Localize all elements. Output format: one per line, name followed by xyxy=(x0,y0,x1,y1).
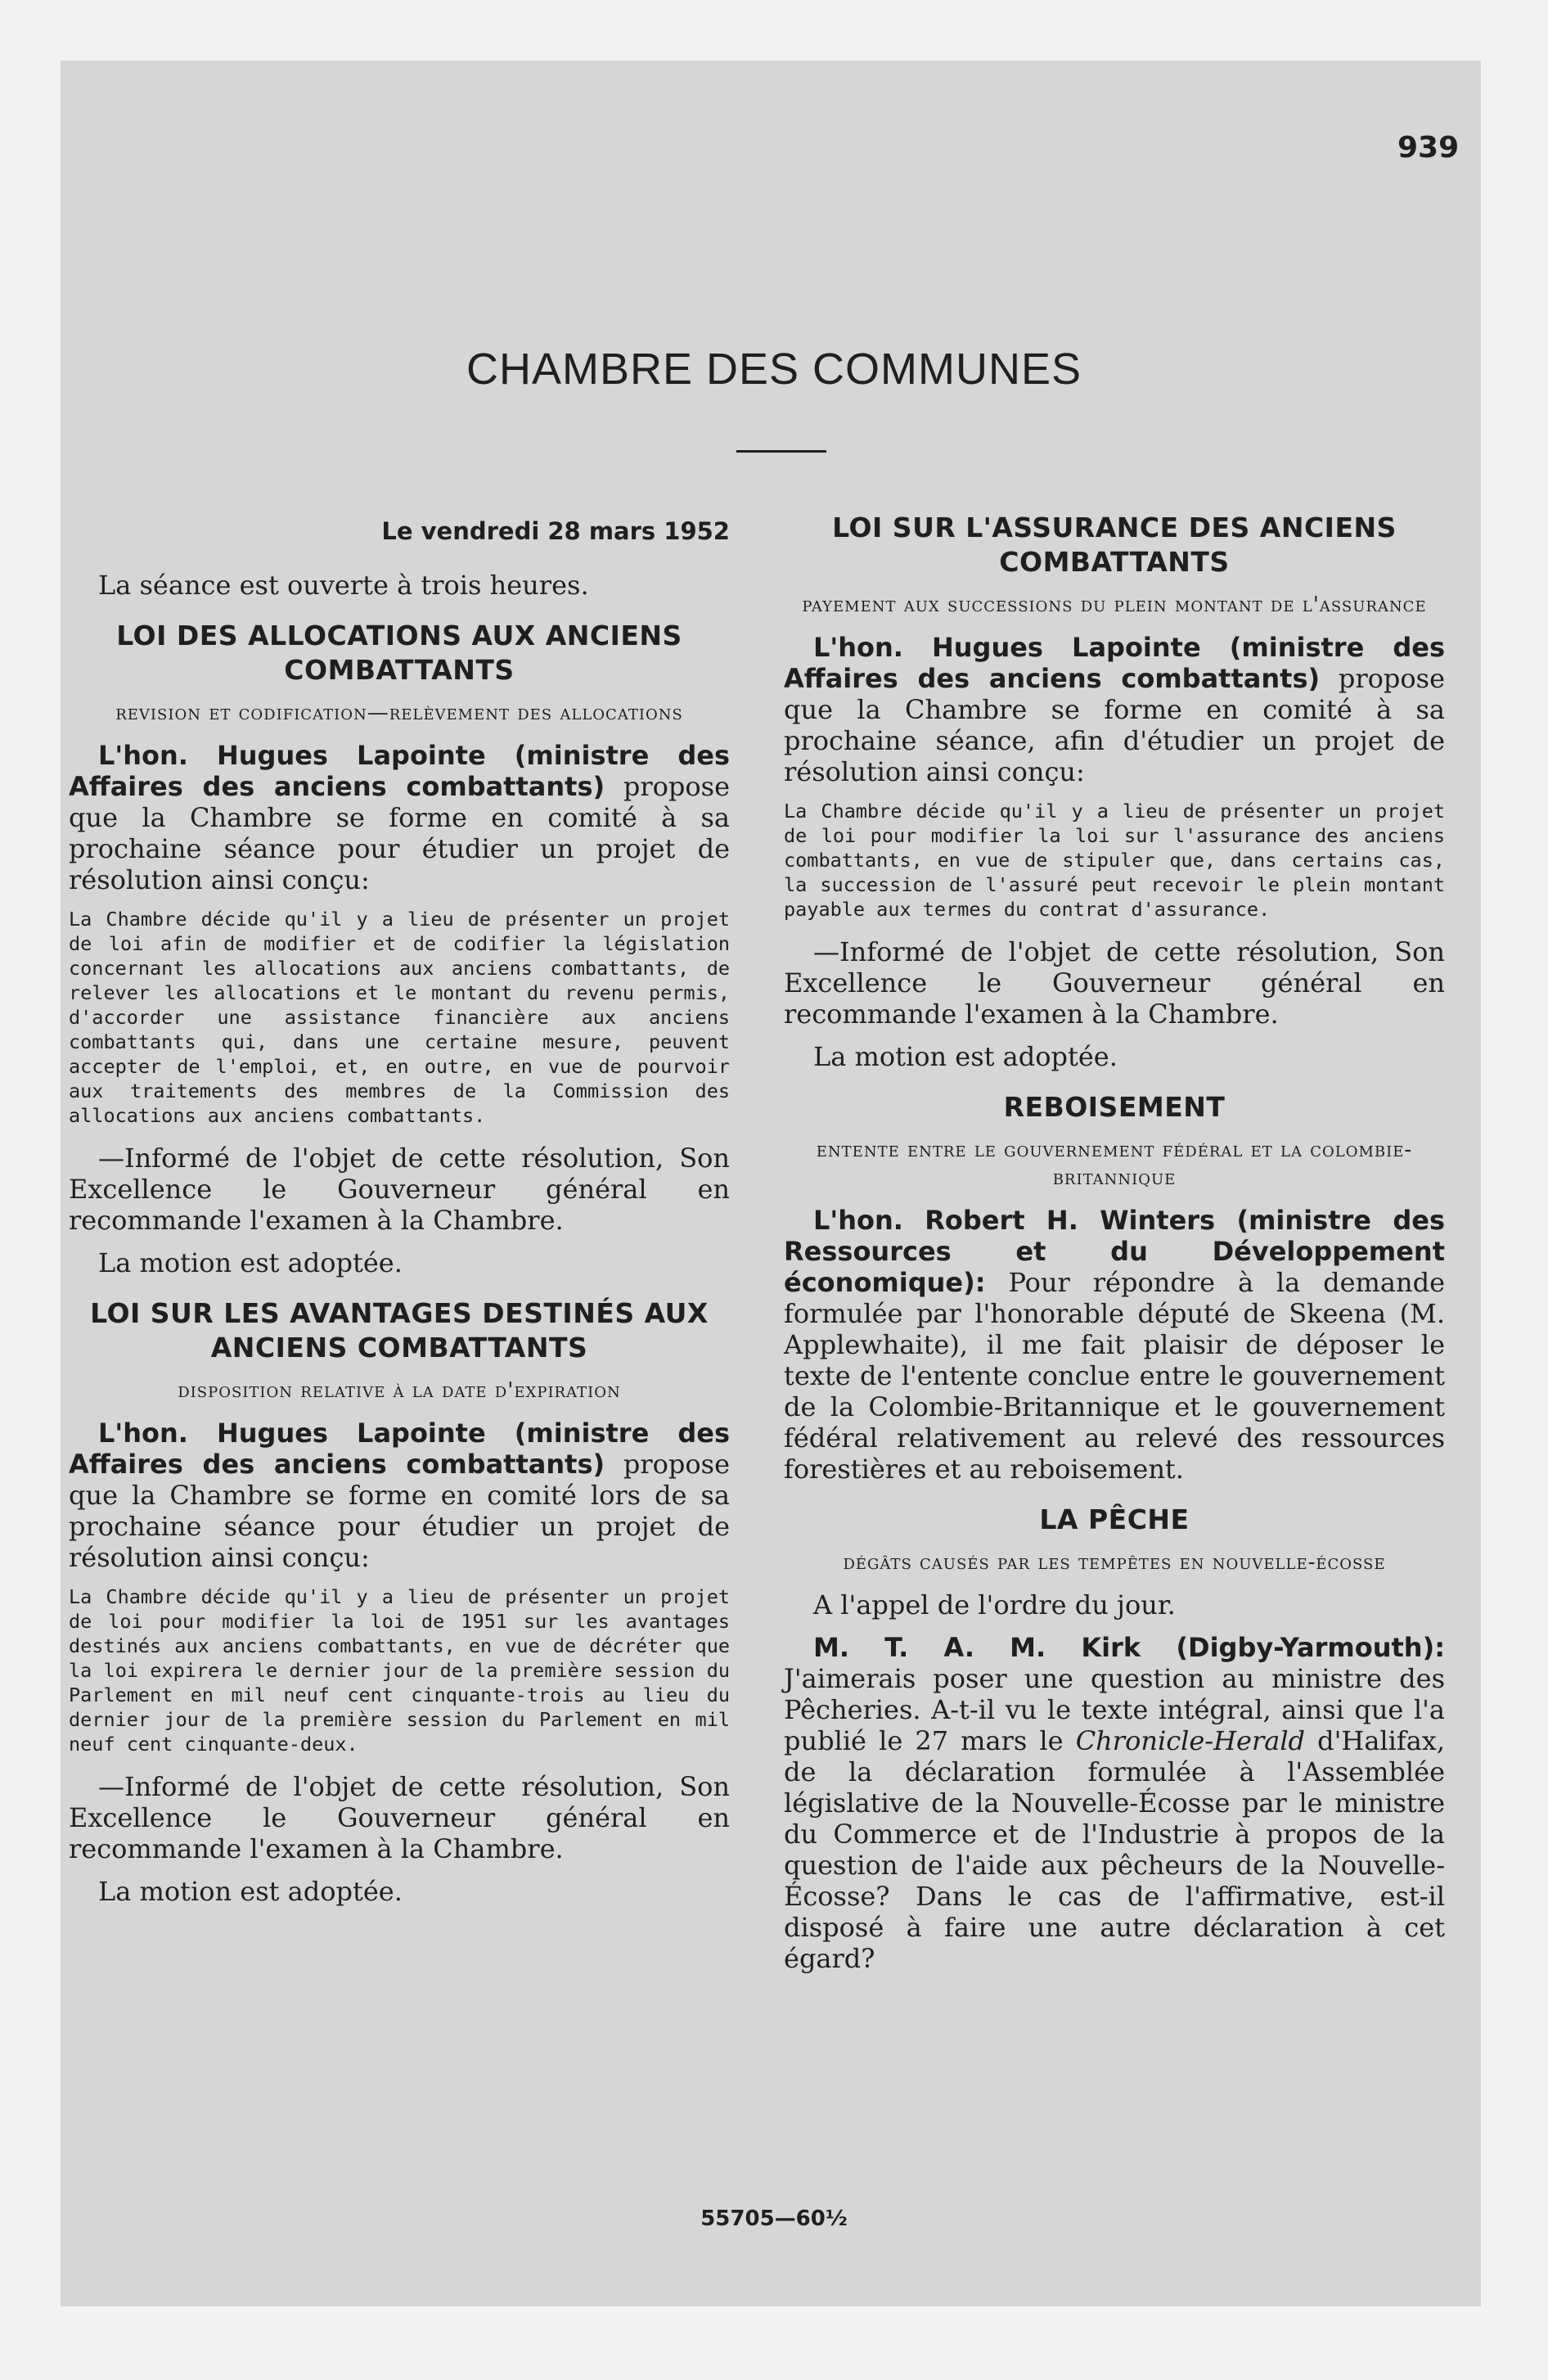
section-subtitle: dégâts causés par les tempêtes en nouvelle-écosse xyxy=(843,1550,1386,1575)
motion-adopted: La motion est adoptée. xyxy=(98,1247,403,1278)
section-title: LOI SUR L'ASSURANCE DES ANCIENS COMBATTANTS xyxy=(832,512,1397,578)
speaker-name: L'hon. Hugues Lapointe (ministre des Affaires des anciens combattants) xyxy=(69,740,730,802)
speaker-name: L'hon. Hugues Lapointe (ministre des Affaires des anciens combattants) xyxy=(784,632,1445,694)
speaker-name: L'hon. Robert H. Winters (ministre des Ressources et du Développement économique): xyxy=(784,1205,1445,1298)
motion-adopted: La motion est adoptée. xyxy=(98,1876,403,1907)
footer-printer-code: 55705—60½ xyxy=(700,2206,848,2231)
speech-text: Pour répondre à la demande formulée par l'honorable député de Skeena (M. Applewhaite), il me fait plaisir de déposer le texte de l'entente conclue entre le gouvernement de la Colombie-Britannique et le gouvernement fédéral relativement au relevé des ressources forestières et au reboisement. xyxy=(784,1267,1445,1485)
speech-text: d'Halifax, de la déclaration formulée à l'Assemblée législative de la Nouvelle-Écosse par le ministre du Commerce et de l'Industrie à propos de la question de l'aide aux pêcheurs de la Nouvelle-Écosse? Dans le cas de l'affirmative, est-il disposé à faire une autre déclaration à cet égard? xyxy=(784,1725,1446,1974)
right-column xyxy=(784,506,1445,1986)
speech-text: propose que la Chambre se forme en comité à sa prochaine séance, afin d'étudier un projet de résolution ainsi conçu: xyxy=(784,663,1446,787)
sitting-date: Le vendredi 28 mars 1952 xyxy=(381,517,730,545)
informed-note: —Informé de l'objet de cette résolution, Son Excellence le Gouverneur général en recommande l'examen à la Chambre. xyxy=(69,1771,730,1864)
newspaper-name: Chronicle-Herald xyxy=(1075,1725,1306,1756)
section-subtitle: revision et codification—relèvement des allocations xyxy=(115,701,683,725)
order-of-day: A l'appel de l'ordre du jour. xyxy=(813,1589,1176,1620)
speech-text: propose que la Chambre se forme en comité lors de sa prochaine séance pour étudier un projet de résolution ainsi conçu: xyxy=(69,1449,731,1573)
page-number: 939 xyxy=(1397,131,1460,165)
speech-paragraph xyxy=(69,1418,730,1573)
speaker-name: L'hon. Hugues Lapointe (ministre des Affaires des anciens combattants) xyxy=(69,1418,730,1480)
speech-paragraph xyxy=(69,740,730,895)
section-subtitle: entente entre le gouvernement fédéral et la colombie-britannique xyxy=(816,1138,1413,1190)
speech-text: propose que la Chambre se forme en comité à sa prochaine séance pour étudier un projet de résolution ainsi conçu: xyxy=(69,771,731,895)
page-title: CHAMBRE DES COMMUNES xyxy=(466,345,1082,394)
section-title: LOI SUR LES AVANTAGES DESTINÉS AUX ANCIENS COMBATTANTS xyxy=(90,1297,709,1364)
resolution-text: La Chambre décide qu'il y a lieu de présenter un projet de loi pour modifier la loi sur l'assurance des anciens combattants, en vue de stipuler que, dans certains cas, la succession de l'assuré peut recevoir le plein montant payable aux termes du contrat d'assurance. xyxy=(784,800,1445,921)
resolution-text: La Chambre décide qu'il y a lieu de présenter un projet de loi afin de modifier et de codifier la législation concernant les allocations aux anciens combattants, de relever les allocations et le montant du revenu permis, d'accorder une assistance financière aux anciens combattants qui, dans une certaine mesure, peuvent accepter de l'emploi, et, en outre, en vue de pourvoir aux traitements des membres de la Commission des allocations aux anciens combattants. xyxy=(69,908,730,1127)
speech-paragraph xyxy=(784,1205,1445,1485)
speech-paragraph xyxy=(784,1632,1445,1974)
section-title: LA PÊCHE xyxy=(1039,1503,1190,1535)
speaker-name: M. T. A. M. Kirk (Digby-Yarmouth): xyxy=(813,1632,1445,1663)
section-subtitle: payement aux successions du plein montant de l'assurance xyxy=(802,593,1427,617)
informed-note: —Informé de l'objet de cette résolution, Son Excellence le Gouverneur général en recommande l'examen à la Chambre. xyxy=(784,936,1445,1030)
title-divider xyxy=(736,450,826,453)
resolution-text: La Chambre décide qu'il y a lieu de présenter un projet de loi pour modifier la loi de 1951 sur les avantages destinés aux anciens combattants, en vue de décréter que la loi expirera le dernier jour de la première session du Parlement en mil neuf cent cinquante-trois au lieu du dernier jour de la première session du Parlement en mil neuf cent cinquante-deux. xyxy=(69,1585,730,1756)
section-subtitle: disposition relative à la date d'expiration xyxy=(178,1378,621,1403)
informed-note: —Informé de l'objet de cette résolution, Son Excellence le Gouverneur général en recommande l'examen à la Chambre. xyxy=(69,1143,730,1236)
section-title: LOI DES ALLOCATIONS AUX ANCIENS COMBATTANTS xyxy=(116,620,682,686)
speech-text: J'aimerais poser une question au ministre des Pêcheries. A-t-il vu le texte intégral, ainsi que l'a publié le 27 mars le xyxy=(784,1663,1445,1756)
motion-adopted: La motion est adoptée. xyxy=(813,1041,1118,1072)
section-title: REBOISEMENT xyxy=(1003,1091,1226,1123)
left-column xyxy=(69,506,730,1918)
opening-statement: La séance est ouverte à trois heures. xyxy=(98,570,589,601)
speech-paragraph xyxy=(784,632,1445,787)
